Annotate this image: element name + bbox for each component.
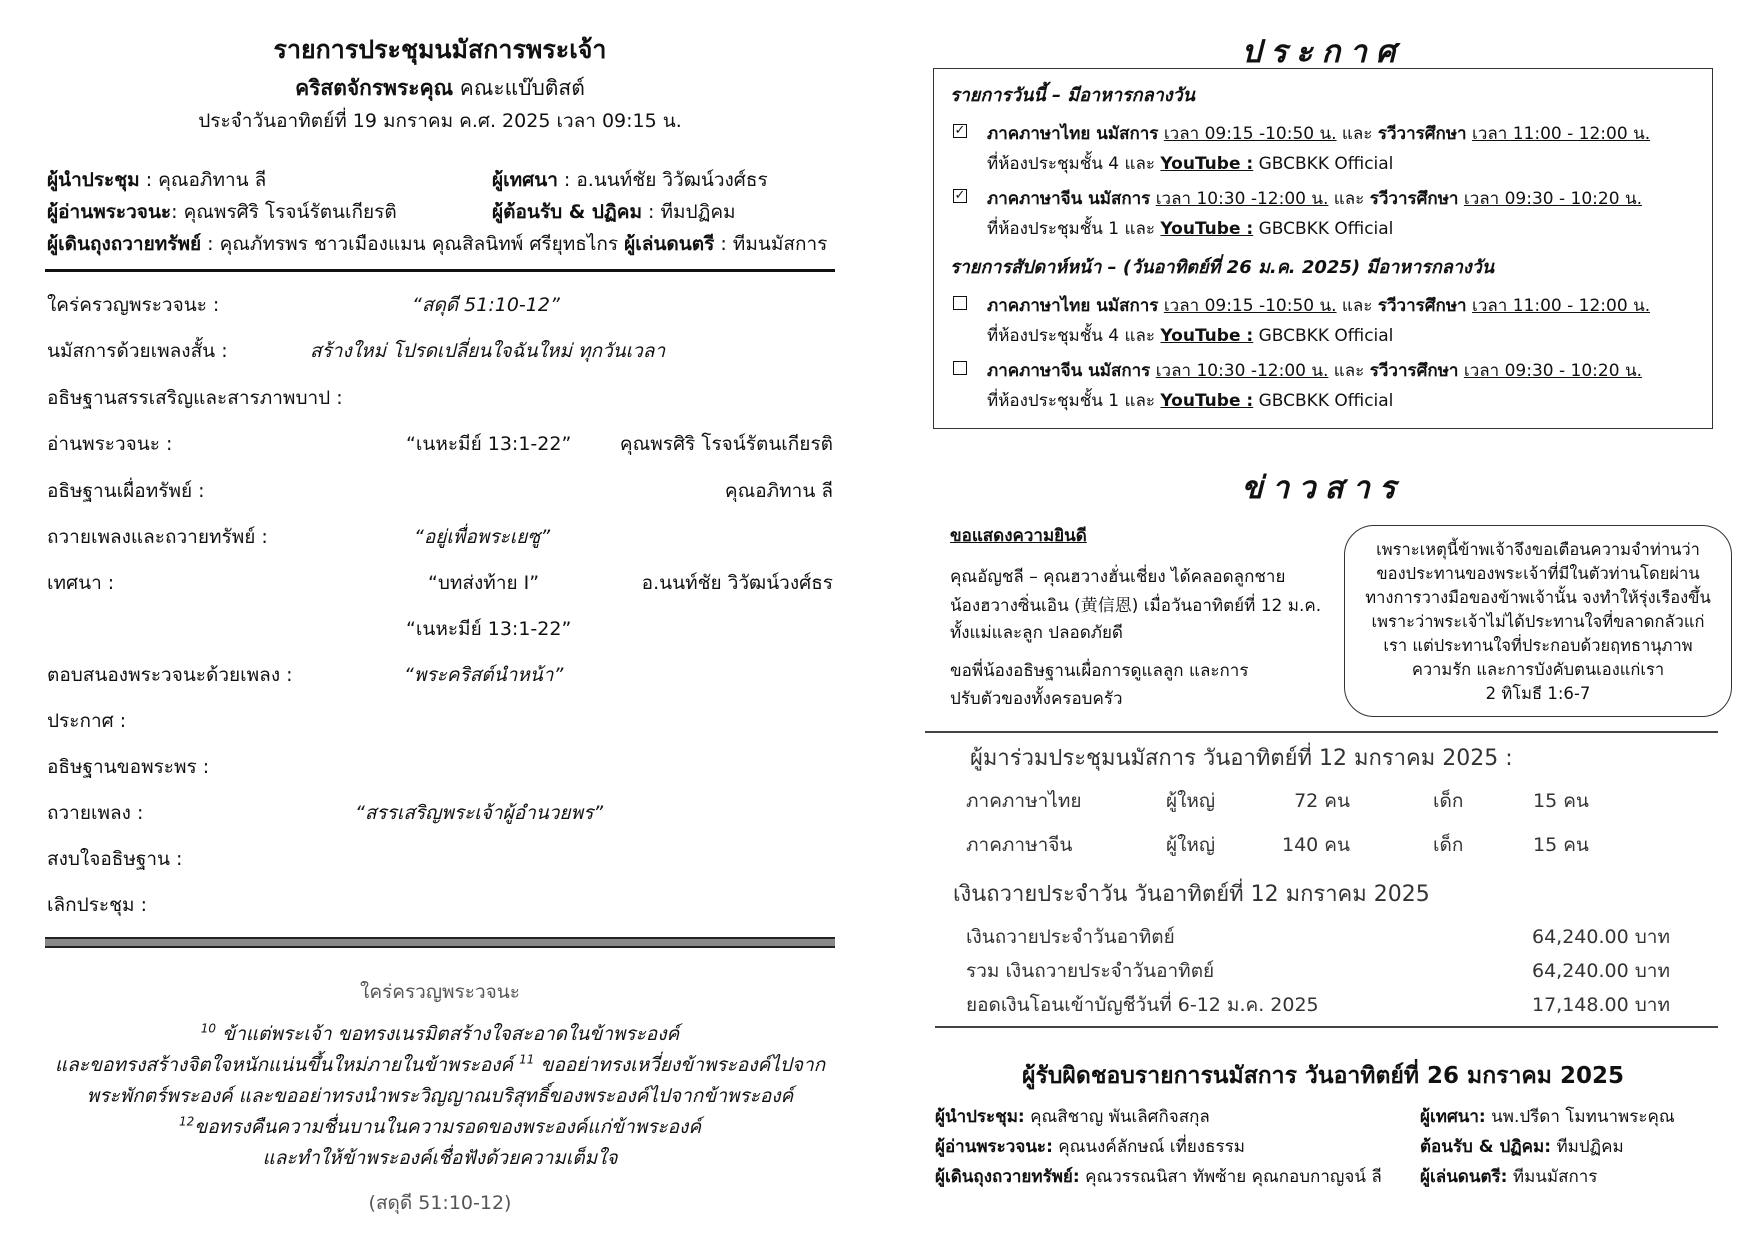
- order-song-sermon: “บทส่งท้าย I”: [428, 572, 540, 594]
- order-label-meditation: ใคร่ครวญพระวจนะ :: [47, 294, 220, 316]
- order-label-offering-prayer: อธิษฐานเผื่อทรัพย์ :: [47, 480, 205, 502]
- verse-line-2: และขอทรงสร้างจิตใจหนักแน่นขึ้นใหม่ภายในข้าพระองค์ $^{11}$ ขออย่าทรงเหวี่ยงข้าพระองค์ไปจาก: [54, 1052, 826, 1076]
- order-label-dismissal: เลิกประชุม :: [47, 894, 147, 916]
- attendance-adult-label: ผู้ใหญ่: [1166, 790, 1216, 812]
- attendance-heading: ผู้มาร่วมประชุมนมัสการ วันอาทิตย์ที่ 12 มกราคม 2025 :: [970, 746, 1513, 771]
- bubble-line: เรา แต่ประทานใจที่ประกอบด้วยฤทธานุภาพ: [1383, 636, 1693, 655]
- order-label-worship: นมัสการด้วยเพลงสั้น :: [47, 340, 228, 362]
- offering-label: เงินถวายประจำวันอาทิตย์: [966, 926, 1175, 948]
- announcement-item-place: ที่ห้องประชุมชั้น 4 และ YouTube : GBCBKK Official: [987, 154, 1394, 174]
- responsible-musicians: ผู้เล่นดนตรี: ทีมนมัสการ: [1420, 1167, 1598, 1187]
- announcements-title: ประกาศ: [1241, 34, 1405, 70]
- offering-heading: เงินถวายประจำวัน วันอาทิตย์ที่ 12 มกราคม 2025: [953, 882, 1430, 907]
- attendance-adult-label: ผู้ใหญ่: [1166, 834, 1216, 856]
- order-label-praise-prayer: อธิษฐานสรรเสริญและสารภาพบาป :: [47, 387, 343, 409]
- news-line: ขอพี่น้องอธิษฐานเผื่อการดูแลลูก และการ: [950, 661, 1249, 681]
- order-label-silent-prayer: สงบใจอธิษฐาน :: [47, 848, 183, 870]
- section-divider-bar: [45, 937, 835, 948]
- announcement-item-place: ที่ห้องประชุมชั้น 1 และ YouTube : GBCBKK Official: [987, 391, 1394, 411]
- offering-label: รวม เงินถวายประจำวันอาทิตย์: [966, 960, 1215, 982]
- order-label-reading: อ่านพระวจนะ :: [47, 433, 173, 455]
- checked-box-icon: ✓: [954, 188, 966, 203]
- order-label-benediction: อธิษฐานขอพระพร :: [47, 756, 210, 778]
- header-divider: [45, 269, 835, 272]
- role-reader: ผู้อ่านพระวจนะ: คุณพรศิริ โรจน์รัตนเกียรติ: [47, 201, 397, 223]
- order-song-closing: “สรรเสริญพระเจ้าผู้อำนวยพร”: [355, 802, 604, 824]
- news-title: ข่าวสาร: [1241, 470, 1405, 506]
- church-name-bold: คริสตจักรพระคุณ: [295, 76, 454, 100]
- order-song-meditation: “สดุดี 51:10-12”: [412, 294, 560, 316]
- bulletin-title: รายการประชุมนมัสการพระเจ้า: [273, 35, 607, 64]
- attendance-adults: 72 คน: [1294, 790, 1350, 812]
- order-song-worship: สร้างใหม่ โปรดเปลี่ยนใจฉันใหม่ ทุกวันเวลา: [310, 340, 666, 362]
- role-leader: ผู้นำประชุม : คุณอภิทาน ลี: [47, 169, 267, 191]
- order-label-response: ตอบสนองพระวจนะด้วยเพลง :: [47, 664, 293, 686]
- announcement-item: ภาคภาษาไทย นมัสการ เวลา 09:15 -10:50 น. และ รวีวารศึกษา เวลา 11:00 - 12:00 น.: [987, 296, 1651, 316]
- church-name: [45, 72, 835, 105]
- role-preacher: ผู้เทศนา : อ.นนท์ชัย วิวัฒน์วงศ์ธร: [492, 169, 768, 191]
- responsible-usher: ต้อนรับ & ปฏิคม: ทีมปฏิคม: [1420, 1137, 1624, 1157]
- offering-amount: 64,240.00 บาท: [1532, 926, 1670, 948]
- order-label-announcements: ประกาศ :: [47, 710, 127, 732]
- bubble-reference: 2 ทิโมธี 1:6-7: [1485, 684, 1591, 703]
- role-offering: ผู้เดินถุงถวายทรัพย์ : คุณภัทรพร ชาวเมืองแมน คุณสิลนิทพ์ ศรียุทธไกร ผู้เล่นดนตรี : ทีมนมัสการ: [47, 233, 828, 255]
- order-song-sermon-passage: “เนหะมีย์ 13:1-22”: [406, 618, 572, 640]
- news-line: คุณอัญชลี – คุณฮวางฮั่นเชี่ยง ได้คลอดลูกชาย: [950, 567, 1286, 587]
- news-line: น้องฮวางซิ่นเอิน (黄信恩) เมื่อวันอาทิตย์ที่ 12 ม.ค.: [950, 596, 1322, 616]
- responsible-reader: ผู้อ่านพระวจนะ: คุณนงค์ลักษณ์ เที่ยงธรรม: [935, 1137, 1245, 1157]
- unchecked-box-icon: [953, 361, 967, 375]
- announcement-item: ภาคภาษาจีน นมัสการ เวลา 10:30 -12:00 น. และ รวีวารศึกษา เวลา 09:30 - 10:20 น.: [987, 189, 1642, 209]
- order-label-sermon: เทศนา :: [47, 572, 115, 594]
- role-usher: ผู้ต้อนรับ & ปฏิคม : ทีมปฏิคม: [492, 201, 736, 223]
- order-song-reading: “เนหะมีย์ 13:1-22”: [406, 433, 572, 455]
- news-line: ทั้งแม่และลูก ปลอดภัยดี: [950, 623, 1123, 643]
- order-label-offering-song: ถวายเพลงและถวายทรัพย์ :: [47, 526, 268, 548]
- bubble-line: ของประทานของพระเจ้าที่มีในตัวท่านโดยผ่าน: [1376, 564, 1700, 583]
- church-denomination: คณะแบ๊บติสต์: [453, 76, 585, 100]
- bubble-line: เพราะเหตุนี้ข้าพเจ้าจึงขอเตือนความจำท่านว่า: [1376, 540, 1700, 559]
- announcement-item-place: ที่ห้องประชุมชั้น 4 และ YouTube : GBCBKK Official: [987, 326, 1394, 346]
- news-line: ปรับตัวของทั้งครอบครัว: [950, 689, 1123, 709]
- attendance-group: ภาคภาษาจีน: [966, 834, 1073, 856]
- order-person-reading: คุณพรศิริ โรจน์รัตนเกียรติ: [619, 433, 833, 455]
- offering-amount: 17,148.00 บาท: [1532, 994, 1670, 1016]
- verse-line-4: $^{12}$ขอทรงคืนความชื่นบานในความรอดของพระองค์แก่ข้าพระองค์: [178, 1114, 702, 1138]
- attendance-adults: 140 คน: [1281, 834, 1350, 856]
- verse-line-1: $^{10}$ ข้าแต่พระเจ้า ขอทรงเนรมิตสร้างใจสะอาดในข้าพระองค์: [200, 1021, 680, 1045]
- responsible-offering: ผู้เดินถุงถวายทรัพย์: คุณวรรณนิสา ทัพซ้าย คุณกอบกาญจน์ ลี: [935, 1167, 1382, 1187]
- announcements-next-head: รายการสัปดาห์หน้า – (วันอาทิตย์ที่ 26 ม.ค. 2025) มีอาหารกลางวัน: [950, 257, 1495, 278]
- announcement-item: ภาคภาษาจีน นมัสการ เวลา 10:30 -12:00 น. และ รวีวารศึกษา เวลา 09:30 - 10:20 น.: [987, 361, 1642, 381]
- order-person-offering-prayer: คุณอภิทาน ลี: [724, 480, 833, 502]
- attendance-top-divider: [925, 731, 1718, 733]
- announcement-item-place: ที่ห้องประชุมชั้น 1 และ YouTube : GBCBKK Official: [987, 219, 1394, 239]
- bubble-line: ความรัก และการบังคับตนเองแก่เรา: [1411, 660, 1665, 679]
- attendance-child-label: เด็ก: [1433, 834, 1464, 856]
- order-person-sermon: อ.นนท์ชัย วิวัฒน์วงศ์ธร: [641, 572, 833, 594]
- congrats-heading: ขอแสดงความยินดี: [950, 526, 1087, 546]
- offering-amount: 64,240.00 บาท: [1532, 960, 1670, 982]
- order-song-response: “พระคริสต์นำหน้า”: [404, 664, 564, 686]
- bubble-line: ทางการวางมือของข้าพเจ้านั้น จงทำให้รุ่งเรืองขึ้น: [1365, 588, 1711, 607]
- attendance-children: 15 คน: [1533, 834, 1589, 856]
- announcements-today-head: รายการวันนี้ – มีอาหารกลางวัน: [950, 85, 1195, 106]
- verse-line-3: พระพักตร์พระองค์ และขออย่าทรงนำพระวิญญาณบริสุทธิ์ของพระองค์ไปจากข้าพระองค์: [86, 1085, 794, 1107]
- order-song-offering: “อยู่เพื่อพระเยซู”: [414, 526, 551, 548]
- verse-line-5: และทำให้ข้าพระองค์เชื่อฟังด้วยความเต็มใจ: [262, 1147, 618, 1169]
- verse-reference: (สดุดี 51:10-12): [368, 1192, 512, 1214]
- verse-title: ใคร่ครวญพระวจนะ: [360, 981, 520, 1003]
- order-label-closing-song: ถวายเพลง :: [47, 802, 144, 824]
- responsible-leader: ผู้นำประชุม: คุณสิชาญ พันเลิศกิจสกุล: [935, 1107, 1210, 1127]
- service-date: ประจำวันอาทิตย์ที่ 19 มกราคม ค.ศ. 2025 เวลา 09:15 น.: [198, 110, 682, 132]
- bubble-line: เพราะว่าพระเจ้าไม่ได้ประทานใจที่ขลาดกลัวแก่: [1371, 612, 1705, 631]
- checked-box-icon: ✓: [954, 123, 966, 138]
- responsible-preacher: ผู้เทศนา: นพ.ปรีดา โมทนาพระคุณ: [1420, 1107, 1675, 1127]
- announcement-item: ภาคภาษาไทย นมัสการ เวลา 09:15 -10:50 น. และ รวีวารศึกษา เวลา 11:00 - 12:00 น.: [987, 124, 1651, 144]
- offering-label: ยอดเงินโอนเข้าบัญชีวันที่ 6-12 ม.ค. 2025: [966, 994, 1319, 1016]
- responsible-title: ผู้รับผิดชอบรายการนมัสการ วันอาทิตย์ที่ 26 มกราคม 2025: [1022, 1063, 1624, 1089]
- offering-bottom-divider: [935, 1026, 1718, 1028]
- unchecked-box-icon: [953, 296, 967, 310]
- attendance-group: ภาคภาษาไทย: [966, 790, 1082, 812]
- attendance-child-label: เด็ก: [1433, 790, 1464, 812]
- attendance-children: 15 คน: [1533, 790, 1589, 812]
